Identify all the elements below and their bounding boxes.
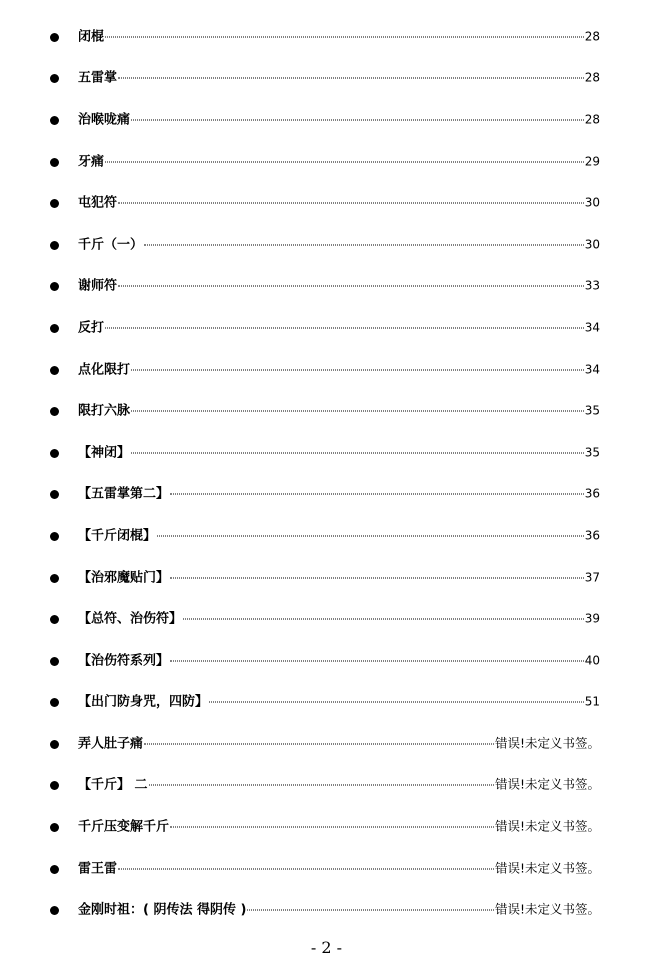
bullet-icon [50,407,59,416]
dot-leader [209,702,584,703]
toc-entry-title[interactable]: 【治邪魔贴门】 [78,570,170,586]
toc-entry-line [78,486,600,503]
dot-leader [131,452,584,453]
toc-entry-line [78,28,600,45]
toc-entry-17[interactable] [0,682,653,724]
toc-entry-line [78,569,600,586]
toc-entry-21[interactable] [0,848,653,890]
toc-entry-page: 错误!未定义书签。 [494,818,600,834]
bullet-icon [50,282,59,291]
toc-entry-title[interactable]: 牙痛 [78,154,105,170]
toc-entry-page: 错误!未定义书签。 [494,901,600,917]
toc-entry-page: 37 [584,570,600,585]
toc-entry-line [78,652,600,669]
toc-entry-title[interactable]: 谢师符 [78,278,118,294]
dot-leader [118,868,494,869]
toc-entry-title[interactable]: 【出门防身咒，四防】 [78,694,209,710]
dot-leader [247,910,494,911]
bullet-icon [50,366,59,375]
dot-leader [170,494,584,495]
toc-entry-page: 36 [584,528,600,543]
toc-entry-page: 34 [584,362,600,377]
toc-entry-page: 28 [584,112,600,127]
toc-entry-line [78,694,600,711]
bullet-icon [50,199,59,208]
toc-entry-line [78,111,600,128]
dot-leader [105,327,584,328]
dot-leader [105,161,584,162]
toc-entry-line [78,860,600,877]
toc-entry-6[interactable] [0,224,653,266]
toc-entry-15[interactable] [0,598,653,640]
toc-entry-title[interactable]: 金刚时祖：( 阴传法 得阴传 ) [78,902,247,918]
toc-entry-line [78,527,600,544]
toc-entry-page: 40 [584,653,600,668]
toc-entry-5[interactable] [0,182,653,224]
toc-entry-8[interactable] [0,307,653,349]
bullet-icon [50,781,59,790]
toc-entry-line [78,195,600,212]
toc-entry-page: 39 [584,611,600,626]
dot-leader [170,577,584,578]
toc-entry-title[interactable]: 【千斤闭棍】 [78,528,157,544]
bullet-icon [50,906,59,915]
dot-leader [131,411,584,412]
toc-entry-18[interactable] [0,723,653,765]
toc-entry-page: 30 [584,195,600,210]
dot-leader [183,619,584,620]
toc-entry-page: 错误!未定义书签。 [494,860,600,876]
toc-entry-page: 35 [584,403,600,418]
dot-leader [157,535,584,536]
dot-leader [170,827,494,828]
toc-entry-line [78,278,600,295]
toc-entry-title[interactable]: 【治伤符系列】 [78,653,170,669]
dot-leader [149,785,494,786]
bullet-icon [50,657,59,666]
toc-entry-9[interactable] [0,349,653,391]
toc-entry-title[interactable]: 屯犯符 [78,195,118,211]
toc-entry-page: 29 [584,154,600,169]
toc-entry-19[interactable] [0,765,653,807]
toc-entry-title[interactable]: 点化限打 [78,362,131,378]
toc-entry-line [78,403,600,420]
table-of-contents [0,16,653,931]
toc-entry-3[interactable] [0,99,653,141]
toc-entry-line [78,153,600,170]
toc-entry-14[interactable] [0,557,653,599]
toc-entry-page: 28 [584,29,600,44]
toc-entry-page: 28 [584,70,600,85]
toc-entry-1[interactable] [0,16,653,58]
toc-entry-11[interactable] [0,432,653,474]
toc-entry-page: 51 [584,694,600,709]
toc-entry-22[interactable] [0,889,653,931]
toc-entry-title[interactable]: 【总符、治伤符】 [78,611,183,627]
toc-entry-title[interactable]: 治喉咙痛 [78,112,131,128]
toc-entry-title[interactable]: 闭棍 [78,29,105,45]
toc-entry-16[interactable] [0,640,653,682]
toc-entry-page: 35 [584,445,600,460]
toc-entry-title[interactable]: 千斤压变解千斤 [78,819,170,835]
toc-entry-line [78,819,600,836]
bullet-icon [50,241,59,250]
toc-entry-page: 30 [584,237,600,252]
bullet-icon [50,116,59,125]
bullet-icon [50,158,59,167]
bullet-icon [50,865,59,874]
toc-entry-title[interactable]: 雷王雷 [78,861,118,877]
toc-entry-line [78,777,600,794]
dot-leader [118,203,584,204]
bullet-icon [50,574,59,583]
toc-entry-page: 33 [584,278,600,293]
bullet-icon [50,33,59,42]
page-number: - 2 - [310,938,343,957]
toc-entry-line [78,902,600,919]
toc-entry-2[interactable] [0,58,653,100]
toc-entry-4[interactable] [0,141,653,183]
bullet-icon [50,74,59,83]
toc-entry-page: 34 [584,320,600,335]
toc-entry-line [78,236,600,253]
bullet-icon [50,532,59,541]
toc-entry-title[interactable]: 反打 [78,320,105,336]
toc-entry-title[interactable]: 五雷掌 [78,70,118,86]
toc-entry-line [78,361,600,378]
toc-entry-10[interactable] [0,390,653,432]
toc-entry-page: 36 [584,486,600,501]
dot-leader [144,244,584,245]
toc-entry-page: 错误!未定义书签。 [494,776,600,792]
bullet-icon [50,740,59,749]
dot-leader [118,286,584,287]
toc-entry-title[interactable]: 千斤（一） [78,237,144,253]
toc-entry-title[interactable]: 【五雷掌第二】 [78,486,170,502]
bullet-icon [50,449,59,458]
dot-leader [144,743,494,744]
toc-entry-line [78,611,600,628]
toc-entry-line [78,70,600,87]
toc-entry-title[interactable]: 限打六脉 [78,403,131,419]
bullet-icon [50,615,59,624]
dot-leader [131,369,584,370]
dot-leader [105,36,584,37]
bullet-icon [50,823,59,832]
toc-entry-line [78,444,600,461]
toc-entry-title[interactable]: 【神闭】 [78,445,131,461]
toc-entry-page: 错误!未定义书签。 [494,735,600,751]
toc-entry-12[interactable] [0,474,653,516]
toc-entry-13[interactable] [0,515,653,557]
toc-entry-20[interactable] [0,806,653,848]
toc-entry-line [78,319,600,336]
dot-leader [118,78,584,79]
toc-entry-7[interactable] [0,266,653,308]
toc-entry-title[interactable]: 【千斤】 二 [78,777,148,793]
toc-entry-line [78,735,600,752]
dot-leader [131,119,584,120]
dot-leader [170,660,584,661]
toc-entry-title[interactable]: 弄人肚子痛 [78,736,144,752]
bullet-icon [50,324,59,333]
bullet-icon [50,490,59,499]
bullet-icon [50,698,59,707]
